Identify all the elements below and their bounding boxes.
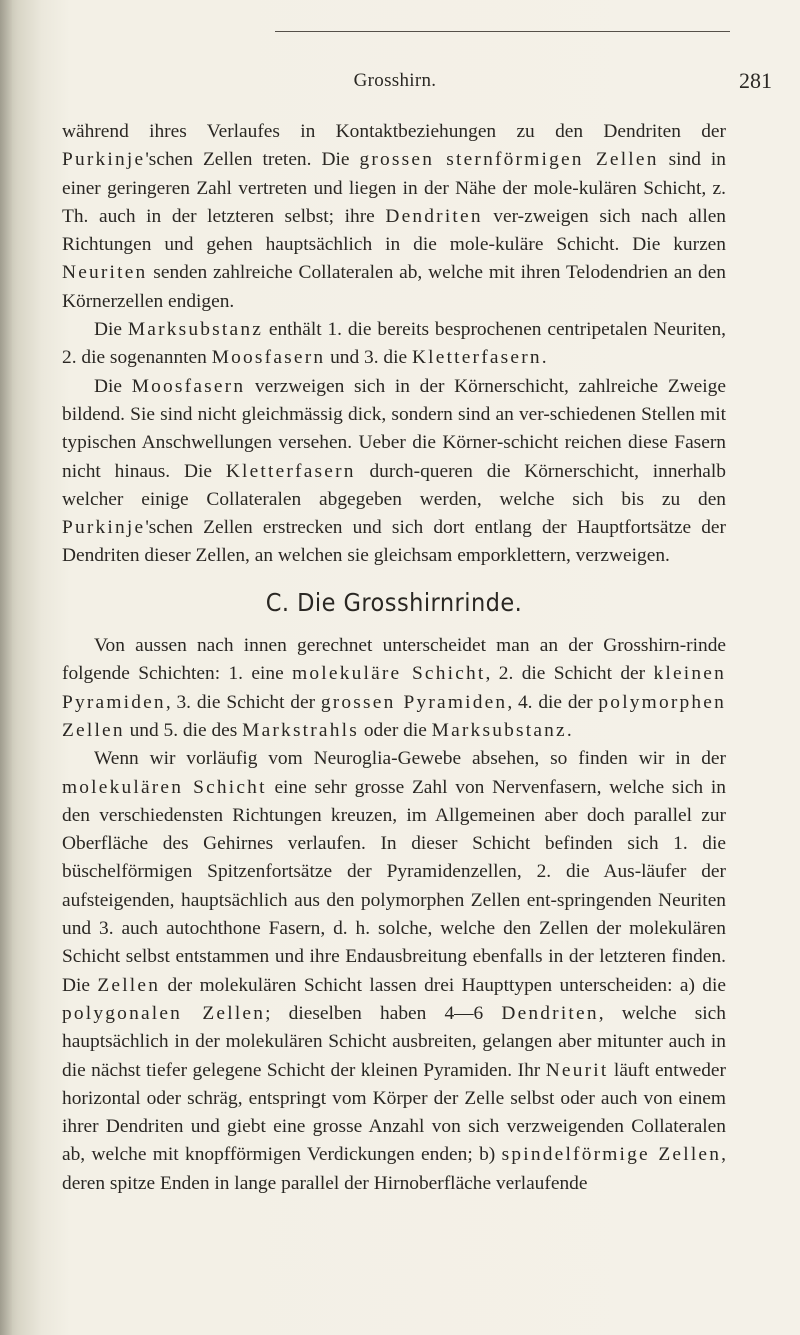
text-run: , 2. die Schicht der — [485, 663, 654, 685]
text-run: verzweigen sich in der Körnerschicht, zahlreiche Zweige bildend. Sie sind nicht gleichmässig dick, sondern sind an ver-schiedenen Stellen mit typischen Anschwellungen versehen. Ueber die Körner-schicht reichen diese Fasern nicht hinaus. Die — [62, 375, 726, 482]
spaced-term: Marksubstanz — [127, 319, 264, 341]
spaced-term: Purkinje — [62, 517, 146, 539]
spaced-term: Zellen — [97, 974, 161, 996]
text-run: während ihres Verlaufes in Kontaktbeziehungen zu den Dendriten der — [62, 121, 726, 142]
text-run: Wenn wir vorläufig vom Neuroglia-Gewebe absehen, so finden wir in der — [94, 748, 726, 770]
header-rule — [275, 31, 730, 32]
text-run: , welche sich hauptsächlich in der molekulären Schicht ausbreiten, gelangen aber mitunter auch in die nächst tiefer gelegene Schicht der kleinen Pyramiden. Ihr — [62, 1002, 726, 1081]
paragraph-1 — [62, 118, 726, 316]
spaced-term: Dendriten — [385, 205, 483, 227]
text-run: . — [541, 347, 547, 369]
text-run: durch-queren die Körnerschicht, innerhalb welcher einige Collateralen abgegeben werden, welche sich bis zu den — [62, 460, 726, 510]
spaced-term: Moosfasern — [131, 375, 246, 397]
text-run: läuft entweder horizontal oder schräg, entspringt vom Körper der Zelle selbst oder auch von einem ihrer Dendriten und giebt eine grosse Anzahl von sich verzweigenden Collateralen ab, welche mit knopfförmigen Verdickungen enden; b) — [62, 1059, 726, 1166]
section-heading: C. Die Grosshirnrinde. — [265, 587, 523, 617]
text-run: Die — [94, 375, 132, 397]
running-head-title: Grosshirn. — [353, 70, 437, 91]
paragraph-2 — [62, 316, 726, 373]
running-head — [60, 68, 772, 100]
text-run: 'schen Zellen erstrecken und sich dort entlang der Hauptfortsätze der Dendriten dieser Zellen, an welchen sie gleichsam emporklettern, verzweigen. — [62, 517, 726, 567]
text-run: der molekulären Schicht lassen drei Haupttypen unterscheiden: a) die — [160, 974, 726, 996]
text-run: Von aussen nach innen gerechnet unterscheidet man an der Grosshirn-rinde folgende Schichten: 1. eine — [62, 635, 726, 685]
text-run: , 3. die Schicht der — [165, 691, 321, 713]
text-run: ; dieselben haben 4—6 — [265, 1002, 502, 1024]
text-run: , 4. die der — [507, 691, 599, 713]
paragraph-5 — [62, 745, 726, 1198]
text-run: . — [566, 719, 572, 741]
spaced-term: grossen Pyramiden — [320, 691, 508, 713]
spaced-term: polymorphen Zellen — [62, 691, 727, 741]
spaced-term: polygonalen Zellen — [62, 1002, 266, 1024]
page-number: 281 — [739, 68, 772, 93]
text-run: sind in einer geringeren Zahl vertreten und liegen in der Nähe der mole-kulären Schicht, z. Th. auch in der letzteren selbst; ihre — [62, 149, 726, 227]
page-binding-edge — [0, 0, 12, 1335]
spaced-term: Neuriten — [62, 262, 148, 284]
spaced-term: spindelförmige Zellen — [501, 1144, 722, 1166]
text-run: und 3. die — [325, 347, 412, 369]
spaced-term: molekulären Schicht — [62, 776, 267, 798]
spaced-term: Dendriten — [501, 1002, 599, 1024]
text-run: oder die — [358, 719, 432, 741]
paragraph-3 — [62, 373, 726, 571]
spaced-term: Moosfasern — [211, 347, 326, 369]
text-run: senden zahlreiche Collateralen ab, welche mit ihren Telodendrien an den Körnerzellen endigen. — [62, 262, 726, 312]
text-run: enthält 1. die bereits besprochenen centripetalen Neuriten, 2. die sogenannten — [62, 319, 726, 369]
spaced-term: Kletterfasern — [411, 347, 542, 369]
spaced-term: grossen sternförmigen Zellen — [359, 149, 659, 171]
text-run: ver-zweigen sich nach allen Richtungen und gehen hauptsächlich in die mole-kuläre Schicht. Die kurzen — [62, 205, 727, 256]
paragraph-4 — [62, 632, 726, 745]
spaced-term: Marksubstanz — [431, 719, 567, 741]
spaced-term: molekuläre Schicht — [292, 663, 486, 685]
text-run: Die — [94, 319, 128, 341]
text-run: und 5. die des — [124, 719, 243, 741]
text-run: eine sehr grosse Zahl von Nervenfasern, welche sich in den verschiedensten Richtungen kreuzen, im Allgemeinen aber doch parallel zur Oberfläche des Gehirnes verlaufen. In dieser Schicht befinden sich 1. die büschelförmigen Spitzenfortsätze der Pyramidenzellen, 2. die Aus-läufer der aufsteigenden, hauptsächlich aus den polymorphen Zellen ent-springenden Neuriten und 3. auch autochthone Fasern, d. h. solche, welche den Zellen der molekulären Schicht selbst entstammen und ihre Endausbreitung ebenfalls in der letzteren finden. Die — [62, 776, 726, 996]
spaced-term: Purkinje — [62, 149, 146, 171]
spaced-term: kleinen Pyramiden — [62, 663, 726, 713]
spaced-term: Markstrahls — [242, 719, 359, 741]
text-run: , deren spitze Enden in lange parallel der Hirnoberfläche verlaufende — [62, 1144, 726, 1194]
spaced-term: Neurit — [545, 1059, 609, 1081]
text-run: 'schen Zellen treten. Die — [145, 149, 360, 171]
spaced-term: Kletterfasern — [225, 460, 356, 482]
body-text — [62, 118, 726, 1198]
